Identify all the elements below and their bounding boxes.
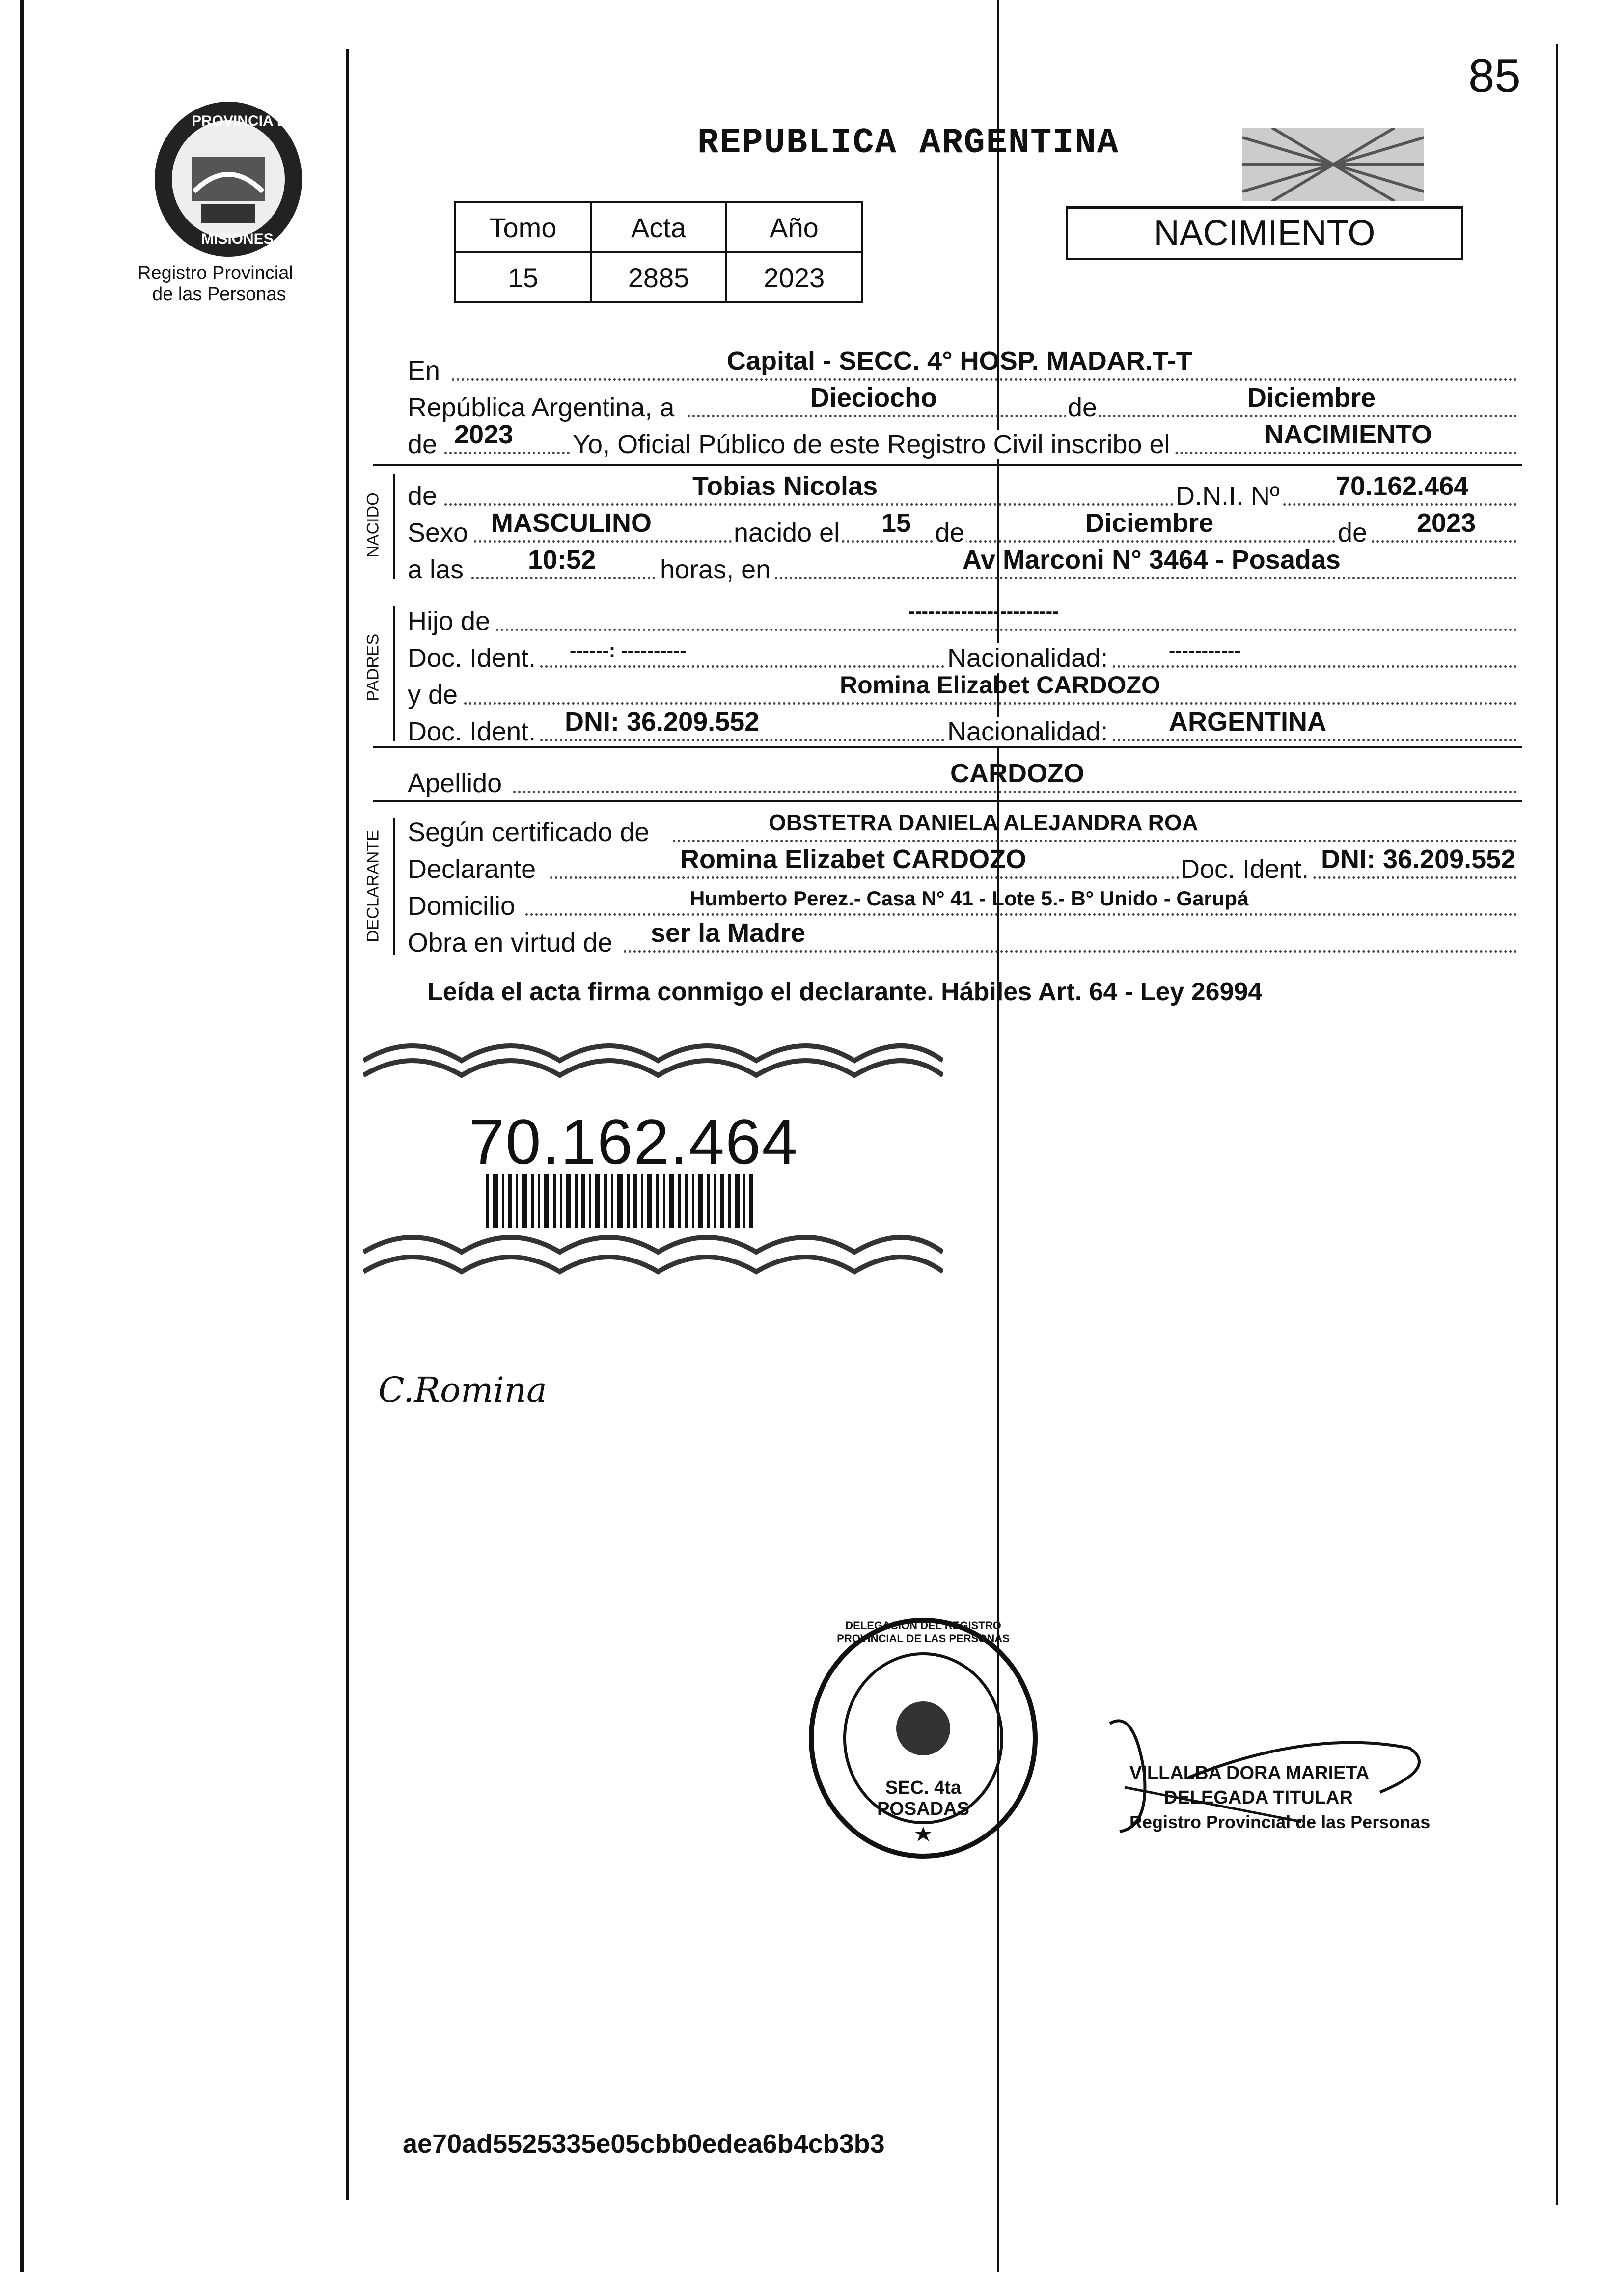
document-hash: ae70ad5525335e05cbb0edea6b4cb3b3	[403, 2129, 885, 2159]
declarant-signature: C.Romina	[378, 1370, 547, 1410]
center-fold-line	[997, 0, 999, 2272]
horas-label: horas, en	[658, 555, 772, 584]
father-doc-label: Doc. Ident.	[408, 643, 536, 673]
de-label: de	[1066, 393, 1099, 422]
section-label-padres: PADRES	[363, 633, 383, 702]
dotted-line	[550, 876, 1517, 879]
apellido-label: Apellido	[408, 768, 502, 798]
nacido-de-label: de	[408, 481, 438, 511]
year-value: 2023	[454, 420, 514, 449]
declarante-doc-value: DNI: 36.209.552	[1321, 845, 1516, 874]
dotted-line	[525, 913, 1517, 916]
father-nacionalidad-value: -----------	[1169, 640, 1241, 661]
de-year-label: de	[408, 430, 438, 459]
mother-doc-value: DNI: 36.209.552	[565, 707, 760, 737]
domicilio-value: Humberto Perez.- Casa N° 41 - Lote 5.- B° Unido - Garupá	[690, 887, 1249, 910]
dotted-line	[444, 503, 1517, 506]
birth-de-label: de	[933, 518, 966, 547]
left-margin-line	[346, 49, 349, 2200]
right-margin-line	[1556, 44, 1558, 2205]
birth-time-value: 10:52	[528, 545, 596, 575]
y-de-label: y de	[408, 680, 458, 710]
obra-label: Obra en virtud de	[408, 928, 613, 958]
section-label-declarante: DECLARANTE	[363, 830, 383, 942]
birth-month-value: Diciembre	[1085, 508, 1214, 538]
official-organization: Registro Provincial de las Personas	[1129, 1812, 1431, 1832]
sexo-label: Sexo	[408, 518, 468, 547]
document-country-title: REPUBLICA ARGENTINA	[697, 123, 1119, 163]
month-value: Diciembre	[1247, 383, 1376, 412]
child-name-value: Tobias Nicolas	[692, 471, 878, 501]
registry-name-line2: de las Personas	[152, 284, 286, 304]
sexo-value: MASCULINO	[491, 508, 652, 538]
official-title: DELEGADA TITULAR	[1164, 1787, 1353, 1808]
declarante-doc-label: Doc. Ident.	[1179, 854, 1311, 884]
certificado-value: OBSTETRA DANIELA ALEJANDRA ROA	[769, 810, 1198, 835]
hijo-label: Hijo de	[408, 606, 491, 636]
dotted-line	[464, 702, 1517, 705]
section-divider	[373, 800, 1522, 802]
father-doc-value: ------: ----------	[570, 640, 687, 661]
birth-year-value: 2023	[1417, 508, 1476, 538]
birth-place-value: Av Marconi N° 3464 - Posadas	[963, 545, 1341, 575]
section-label-nacido: NACIDO	[363, 493, 383, 558]
emblem-ring-bottom-text: MISIONES	[201, 231, 274, 247]
act-type-value: NACIMIENTO	[1265, 420, 1432, 449]
republica-label: República Argentina, a	[408, 393, 675, 422]
stamp-inner-text: SEC. 4ta POSADAS	[877, 1778, 969, 1819]
table-value-acta: 2885	[591, 252, 726, 302]
birth-day-value: 15	[881, 508, 911, 538]
a-las-label: a las	[408, 555, 464, 584]
place-value: Capital - SECC. 4° HOSP. MADAR.T-T	[727, 346, 1192, 376]
father-name-value: -----------------------	[908, 601, 1059, 622]
father-nacionalidad-label: Nacionalidad:	[945, 643, 1110, 673]
registry-name-line1: Registro Provincial	[138, 263, 293, 283]
barcode-sticker	[363, 1031, 943, 1287]
domicilio-label: Domicilio	[408, 891, 516, 921]
child-dni-value: 70.162.464	[1336, 471, 1469, 501]
dotted-line	[624, 950, 1517, 953]
section-divider	[373, 746, 1522, 748]
table-header-tomo: Tomo	[455, 202, 591, 252]
table-header-ano: Año	[726, 202, 862, 252]
declarante-value: Romina Elizabet CARDOZO	[680, 845, 1027, 874]
security-hologram	[1242, 128, 1424, 201]
section-bracket	[393, 474, 395, 579]
dotted-line	[513, 791, 1517, 793]
dotted-line	[452, 378, 1517, 381]
barcode-number: 70.162.464	[469, 1106, 798, 1177]
section-bracket	[393, 606, 395, 741]
birth-de-label-2: de	[1336, 518, 1369, 547]
province-emblem	[147, 98, 309, 260]
register-table	[454, 201, 863, 303]
dotted-line	[496, 629, 1517, 631]
table-header-acta: Acta	[591, 202, 726, 252]
table-value-tomo: 15	[455, 252, 591, 302]
dotted-line	[688, 415, 1517, 417]
mother-name-value: Romina Elizabet CARDOZO	[840, 671, 1160, 699]
day-value: Dieciocho	[810, 383, 937, 412]
dni-label: D.N.I. Nº	[1174, 481, 1282, 511]
page-number: 85	[1468, 50, 1521, 102]
yo-text: Yo, Oficial Público de este Registro Civil inscribo el	[570, 430, 1173, 459]
declarante-label: Declarante	[408, 854, 536, 884]
mother-nacionalidad-value: ARGENTINA	[1169, 707, 1326, 737]
en-label: En	[408, 356, 440, 385]
nacido-el-label: nacido el	[732, 518, 842, 547]
left-scan-edge	[20, 0, 24, 2272]
dotted-line	[673, 840, 1517, 842]
mother-nacionalidad-label: Nacionalidad:	[945, 717, 1110, 746]
mother-doc-label: Doc. Ident.	[408, 717, 536, 746]
section-bracket	[393, 818, 395, 955]
section-divider	[373, 464, 1522, 466]
obra-value: ser la Madre	[651, 918, 806, 948]
apellido-value: CARDOZO	[950, 759, 1084, 788]
official-stamp	[805, 1615, 1041, 1861]
emblem-ring-top-text: PROVINCIA DE	[192, 113, 298, 129]
official-name: VILLALBA DORA MARIETA	[1129, 1763, 1370, 1783]
dotted-line	[471, 577, 1517, 579]
document-type-box: NACIMIENTO	[1066, 206, 1463, 260]
stamp-ring-text: DELEGACION DEL REGISTRO PROVINCIAL DE LAS PERSONAS	[837, 1619, 1010, 1644]
closing-statement: Leída el acta firma conmigo el declarante. Hábiles Art. 64 - Ley 26994	[427, 978, 1263, 1006]
table-value-ano: 2023	[726, 252, 862, 302]
certificado-label: Según certificado de	[408, 818, 650, 847]
